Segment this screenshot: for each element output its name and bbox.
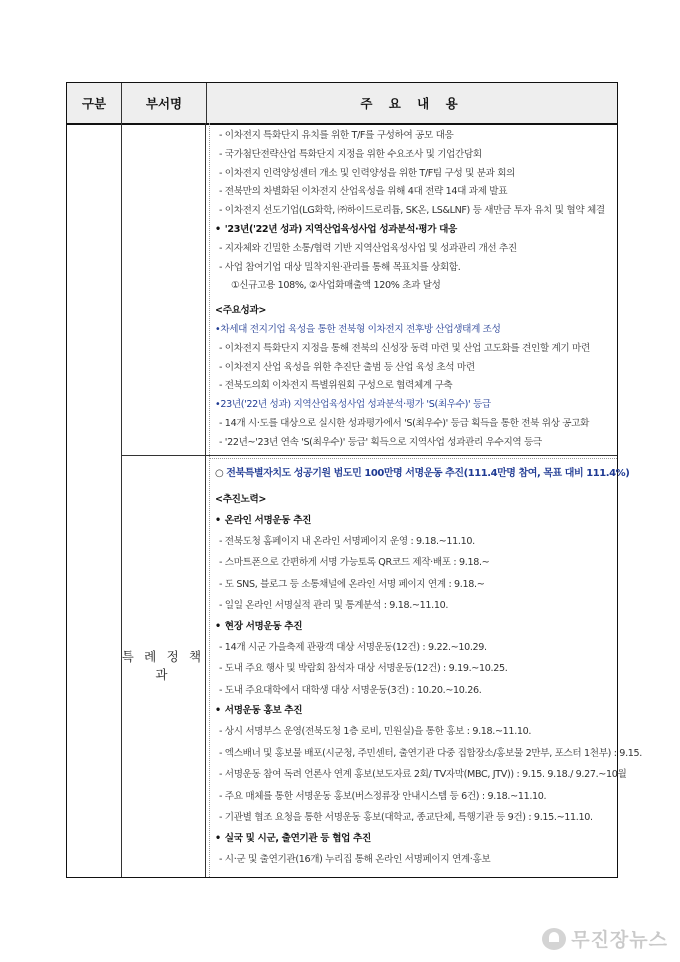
- list-item: ①신규고용 108%, ②사업화매출액 120% 초과 달성: [231, 280, 441, 292]
- header-department: 부서명: [122, 83, 207, 123]
- list-item: - 이차전지 인력양성센터 개소 및 인력양성을 위한 T/F팀 구성 및 분과 회의: [219, 167, 516, 179]
- section-battery-industry: [215, 127, 609, 453]
- list-item: - '22년~'23년 연속 'S(최우수)' 등급' 획득으로 지역사업 성과관리 우수지역 등극: [219, 436, 542, 448]
- list-item: - 이차전지 선도기업(LG화학, ㈜하이드로리튬, SK온, LS&LNF) 등 새만금 투자 유치 및 협약 체결: [219, 205, 605, 217]
- list-item: - 14개 시·도를 대상으로 실시한 성과평가에서 'S(최우수)' 등급 획득을 통한 전북 위상 공고화: [219, 417, 590, 429]
- bullet-icon: •: [215, 514, 221, 526]
- list-item: - 도 SNS, 블로그 등 소통채널에 온라인 서명 페이지 연계 : 9.18.~: [219, 578, 485, 590]
- circle-mark: ○: [215, 468, 224, 479]
- bullet-icon: •: [215, 832, 221, 844]
- section-title: ○ 전북특별자치도 성공기원 범도민 100만명 서명운동 추진(111.4만명 참여, 목표 대비 111.4%): [215, 468, 630, 479]
- list-item: - 전북만의 차별화된 이차전지 산업육성을 위해 4대 전략 14대 과제 발표: [219, 186, 508, 198]
- bullet-icon: •: [215, 223, 221, 235]
- column-inner-divider: [209, 123, 210, 877]
- list-item: - 스마트폰으로 간편하게 서명 가능토록 QR코드 제작·배포 : 9.18.~: [219, 557, 490, 568]
- bullet-heading: • 실국 및 시군, 출연기관 등 협업 추진: [215, 832, 371, 844]
- watermark-logo-icon: [542, 928, 566, 950]
- list-item: - 국가첨단전략산업 특화단지 지정을 위한 수요조사 및 기업간담회: [219, 148, 482, 160]
- row-divider: [121, 455, 617, 456]
- bullet-icon: •: [215, 399, 221, 411]
- list-item: - 도내 주요대학에서 대학생 대상 서명운동(3건) : 10.20.~10.26.: [219, 684, 482, 696]
- content-table: [66, 82, 642, 878]
- table-header: [67, 83, 617, 125]
- list-item: - 도내 주요 행사 및 박람회 참석자 대상 서명운동(12건) : 9.19.~10.25.: [219, 663, 508, 674]
- department-name: 특 례 정 책 과: [121, 649, 205, 682]
- list-item: - 엑스배너 및 홍보물 배포(시군청, 주민센터, 출연기관 다중 집합장소/홍보물 2만부, 포스터 1천부) : 9.15.: [219, 747, 642, 759]
- list-item: - 상시 서명부스 운영(전북도청 1층 로비, 민원실)을 통한 홍보 : 9.18.~11.10.: [219, 726, 532, 737]
- section-special-policy: [215, 463, 642, 870]
- bullet-icon: •: [215, 323, 221, 335]
- list-item: - 시·군 및 출연기관(16개) 누리집 통해 온라인 서명페이지 연계·홍보: [219, 853, 491, 865]
- header-main-content: 주 요 내 용: [360, 96, 464, 111]
- bullet-heading: • 온라인 서명운동 추진: [215, 514, 312, 526]
- list-item: - 이차전지 산업 육성을 위한 추진단 출범 등 산업 육성 초석 마련: [219, 361, 475, 373]
- watermark: 무진장뉴스: [542, 925, 668, 952]
- row-inner-divider: [209, 458, 617, 459]
- header-category: 구분: [67, 83, 122, 123]
- column-divider: [121, 123, 122, 877]
- sub-heading: <주요성과>: [215, 305, 267, 317]
- list-item: - 전북도청 홈페이지 내 온라인 서명페이지 운영 : 9.18.~11.10.: [219, 535, 475, 547]
- list-item: - 이차전지 특화단지 지정을 통해 전북의 신성장 동력 마련 및 산업 고도화를 견인할 계기 마련: [219, 342, 590, 354]
- list-item: - 기관별 협조 요청을 통한 서명운동 홍보(대학교, 종교단체, 특행기관 등 9건) : 9.15.~11.10.: [219, 812, 593, 823]
- bullet-icon: •: [215, 620, 221, 632]
- bullet-heading: • '23년('22년 성과) 지역산업육성사업 성과분석·평가 대응: [215, 223, 457, 235]
- bullet-heading: • 현장 서명운동 추진: [215, 620, 303, 632]
- list-item: - 사업 참여기업 대상 밀착지원·관리를 통해 목표치를 상회함.: [219, 261, 461, 273]
- list-item: - 전북도의회 이차전지 특별위원회 구성으로 협력체계 구축: [219, 380, 453, 392]
- sub-heading: <추진노력>: [215, 494, 267, 505]
- list-item: - 주요 매체를 통한 서명운동 홍보(버스정류장 안내시스템 등 6건) : 9.18.~11.10.: [219, 790, 547, 802]
- bullet-icon: •: [215, 705, 221, 716]
- list-item: - 일일 온라인 서명실적 관리 및 통계분석 : 9.18.~11.10.: [219, 600, 449, 611]
- list-item: - 이차전지 특화단지 유치를 위한 T/F를 구성하여 공모 대응: [219, 130, 454, 141]
- bullet-heading: •차세대 전지기업 육성을 통한 전북형 이차전지 전후방 산업생태계 조성: [215, 323, 501, 335]
- bullet-heading: •23년('22년 성과) 지역산업육성사업 성과분석·평가 'S(최우수)' 등급: [215, 399, 491, 411]
- column-divider: [205, 123, 206, 877]
- list-item: - 지자체와 긴밀한 소통/협력 기반 지역산업육성사업 및 성과관리 개선 추진: [219, 242, 517, 254]
- list-item: - 14개 시군 가을축제 관광객 대상 서명운동(12건) : 9.22.~10.29.: [219, 641, 487, 653]
- list-item: - 서명운동 참여 독려 언론사 연계 홍보(보도자료 2회/ TV자막(MBC, JTV)) : 9.15. 9.18./ 9.27.~10월: [219, 769, 627, 780]
- bullet-heading: • 서명운동 홍보 추진: [215, 705, 303, 716]
